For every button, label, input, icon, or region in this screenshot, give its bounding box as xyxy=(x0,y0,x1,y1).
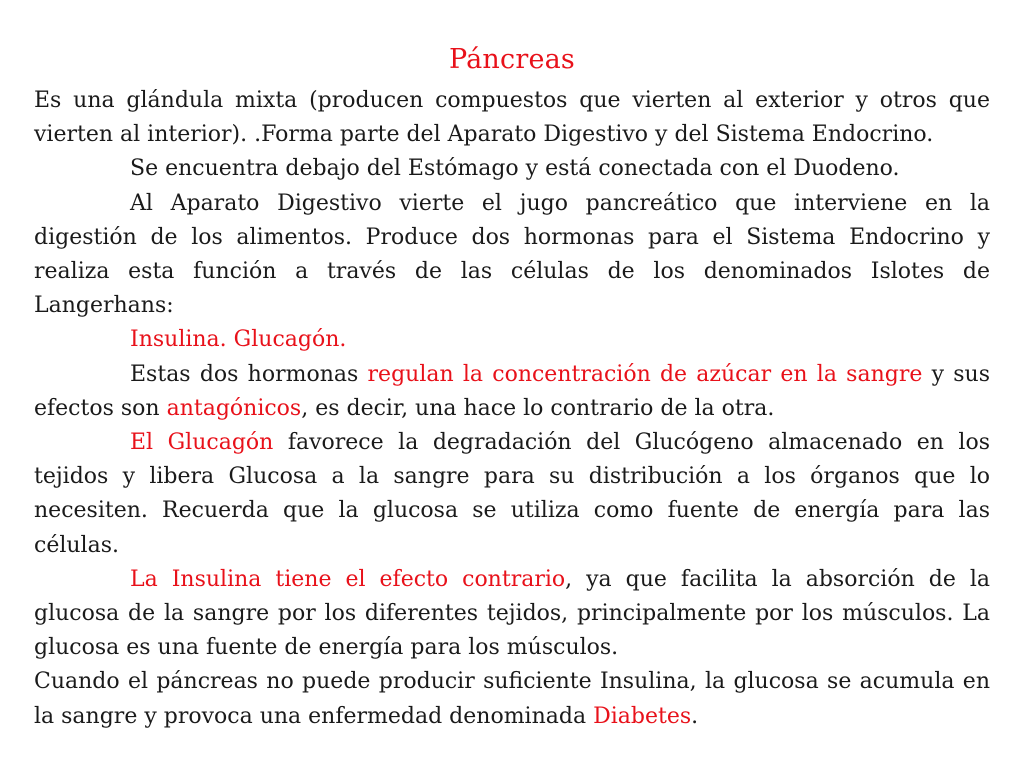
text-segment: Cuando el páncreas no puede producir suficiente Insulina, la glucosa se acumula en la sangre y provoca una enfermedad denominada xyxy=(34,669,990,729)
paragraph-function: Al Aparato Digestivo vierte el jugo pancreático que interviene en la digestión de los alimentos. Produce dos hormonas para el Sistema Endocrino y realiza esta función a través de las células de los denominados Islotes de Langerhans: xyxy=(34,190,990,319)
paragraph-diabetes xyxy=(34,665,990,733)
highlight-antagonic: antagónicos xyxy=(166,395,302,421)
slide-title xyxy=(34,38,990,82)
paragraph-definition: Es una glándula mixta (producen compuestos que vierten al exterior y otros que vierten al interior). .Forma parte del Aparato Digestivo y del Sistema Endocrino. xyxy=(34,88,990,148)
slide-body xyxy=(34,84,990,734)
paragraph-insulin xyxy=(34,563,990,666)
paragraph-regulation xyxy=(34,358,990,426)
highlight-insulin: La Insulina tiene el efecto contrario xyxy=(130,566,566,592)
paragraph-glucagon xyxy=(34,426,990,563)
highlight-glucagon: El Glucagón xyxy=(130,430,274,456)
highlight-diabetes: Diabetes xyxy=(593,703,692,729)
highlight-regulation: regulan la concentración de azúcar en la sangre xyxy=(367,361,923,387)
text-segment: . xyxy=(691,703,699,729)
slide-title-text: Páncreas xyxy=(448,44,575,75)
text-segment: favorece la degradación del Glucógeno almacenado en los tejidos y libera Glucosa a la sangre para su distribución a los órganos que lo necesiten. Recuerda que la glucosa se utiliza como fuente de energía para las células. xyxy=(34,430,990,558)
text-segment: , es decir, una hace lo contrario de la otra. xyxy=(301,395,775,421)
paragraph-location: Se encuentra debajo del Estómago y está conectada con el Duodeno. xyxy=(130,156,900,182)
text-segment: , ya que facilita la absorción de la glucosa de la sangre por los diferentes tejidos, principalmente por los músculos. La glucosa es una fuente de energía para los músculos. xyxy=(34,566,990,661)
paragraph-hormones: Insulina. Glucagón. xyxy=(130,327,347,353)
text-segment: y sus efectos son xyxy=(34,361,991,421)
text-segment: Estas dos hormonas xyxy=(130,361,368,387)
